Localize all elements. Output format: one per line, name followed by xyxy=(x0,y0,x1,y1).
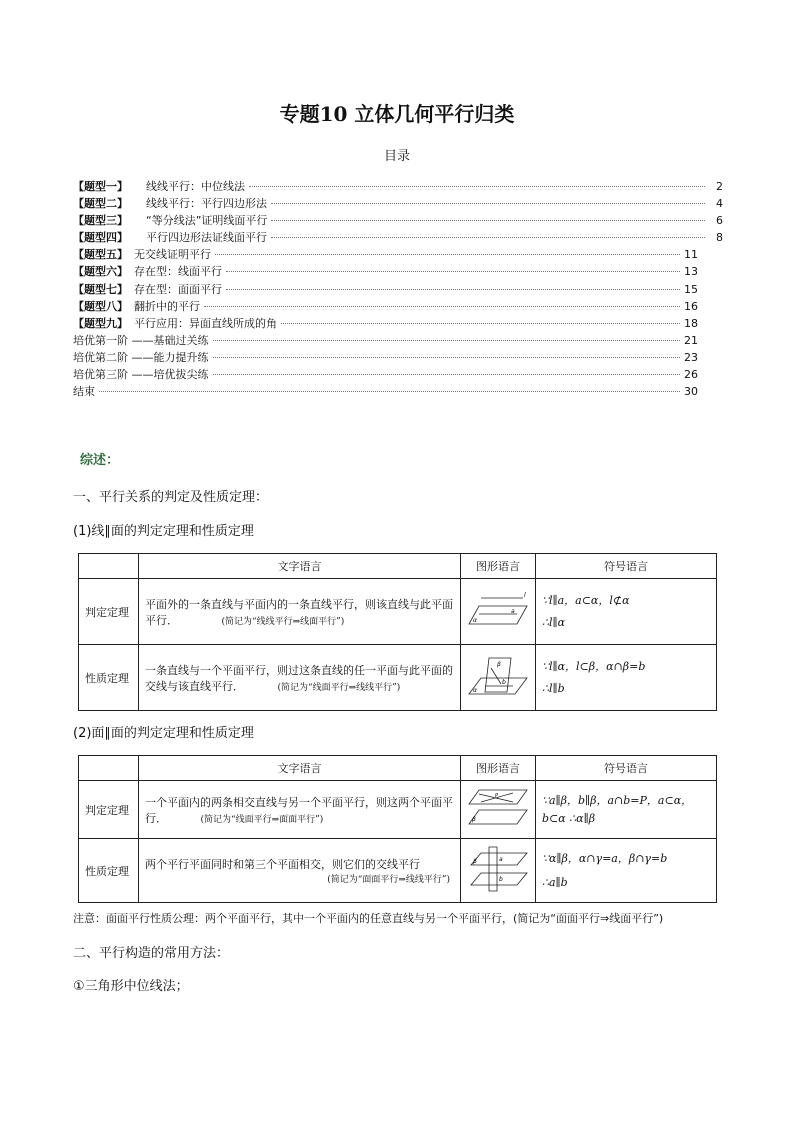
plane-intersection-figure xyxy=(467,654,529,698)
header-symbol-language: 符号语言 xyxy=(536,554,717,579)
toc-entry-page: 21 xyxy=(684,333,698,347)
theorem-figure xyxy=(461,839,536,903)
theorem-statement: 一个平面内的两条相交直线与另一个平面平行，则这两个平面平行． xyxy=(145,795,453,825)
symbol-condition: ∵l∥α，l⊂β，α∩β=b xyxy=(542,659,646,673)
toc-entry-title: 平行应用：异面直线所成的角 xyxy=(134,316,277,330)
fig-label-alpha: α xyxy=(473,687,477,694)
toc-leader-dots xyxy=(271,237,705,238)
toc-entry-page: 8 xyxy=(716,231,723,245)
symbol-condition: ∵a∥β，b∥β，a∩b=P，a⊂α， xyxy=(542,793,693,807)
toc-entry-title: 培优第三阶 ——培优拔尖练 xyxy=(73,368,209,382)
theorem-note: (简记为“面面平行⇒线线平行”) xyxy=(327,875,450,885)
toc-entry-title: 翻折中的平行 xyxy=(134,299,200,313)
toc-leader-dots xyxy=(213,374,681,375)
theorem-statement: 平面外的一条直线与平面内的一条直线平行，则该直线与此平面平行． xyxy=(145,597,453,627)
theorem-text xyxy=(139,839,461,903)
theorem-statement: 两个平行平面同时和第三个平面相交，则它们的交线平行 xyxy=(145,858,420,871)
toc-leader-dots xyxy=(271,203,705,204)
header-figure-language: 图形语言 xyxy=(461,554,536,579)
parallel-planes-figure xyxy=(467,788,529,828)
section-2-heading: 二、平行构造的常用方法： xyxy=(73,946,230,961)
fig-label-beta: β xyxy=(473,858,477,865)
theorem-note: (简记为“线面平行⇒线线平行”) xyxy=(277,682,401,693)
toc-entry-page: 4 xyxy=(716,197,723,211)
toc-entry[interactable] xyxy=(73,298,698,315)
toc-entry[interactable] xyxy=(73,332,698,349)
theorem-figure xyxy=(461,781,536,839)
subsection-2-heading: (2)面∥面的判定定理和性质定理 xyxy=(73,726,254,741)
symbol-conclusion: ∴a∥b xyxy=(542,875,568,889)
line-parallel-plane-figure xyxy=(467,590,529,630)
symbol-conclusion: b⊂α ∴α∥β xyxy=(542,811,596,825)
header-empty xyxy=(79,554,139,579)
toc-entry[interactable] xyxy=(73,229,723,246)
toc-entry-tag: 【题型二】 xyxy=(73,197,128,211)
fig-label-alpha: α xyxy=(473,617,477,624)
toc-leader-dots xyxy=(226,289,680,290)
toc-entry-title: 存在型：线面平行 xyxy=(134,265,222,279)
toc-heading: 目录 xyxy=(383,149,410,164)
toc-entry-page: 15 xyxy=(684,282,698,296)
toc-entry[interactable] xyxy=(73,383,698,400)
toc-entry-title: 结束 xyxy=(73,385,95,399)
toc-entry[interactable] xyxy=(73,349,698,366)
theorem-figure xyxy=(461,645,536,711)
toc-entry[interactable] xyxy=(73,366,698,383)
header-text-language: 文字语言 xyxy=(139,554,461,579)
toc-entry-tag: 【题型五】 xyxy=(73,248,128,262)
fig-label-b: b xyxy=(499,876,503,883)
three-planes-figure xyxy=(467,845,529,893)
theorem-text xyxy=(139,579,461,645)
theorem-symbols xyxy=(536,781,717,839)
toc-entry-page: 13 xyxy=(684,265,698,279)
theorem-symbols xyxy=(536,579,717,645)
toc-entry-tag: 【题型七】 xyxy=(73,282,128,296)
toc-entry-title: 平行四边形法证线面平行 xyxy=(146,231,267,245)
row-label: 判定定理 xyxy=(79,579,139,645)
fig-label-l: l xyxy=(524,592,526,599)
table-row xyxy=(79,579,717,645)
toc-leader-dots xyxy=(213,340,681,341)
fig-label-beta: β xyxy=(497,661,501,668)
toc-entry-page: 2 xyxy=(716,180,723,193)
toc-entry-page: 26 xyxy=(684,368,698,382)
symbol-condition: ∵l∥a，a⊂α，l⊄α xyxy=(542,593,630,607)
fig-label-a: a xyxy=(499,856,503,863)
toc-leader-dots xyxy=(99,391,680,392)
table-header-row xyxy=(79,554,717,579)
theorem-text xyxy=(139,645,461,711)
line-plane-theorem-table xyxy=(78,553,717,711)
section-1-heading: 一、平行关系的判定及性质定理： xyxy=(73,490,269,505)
header-text-language: 文字语言 xyxy=(139,756,461,781)
header-figure-language: 图形语言 xyxy=(461,756,536,781)
table-of-contents xyxy=(73,178,723,400)
header-empty xyxy=(79,756,139,781)
fig-label-P: P xyxy=(495,793,499,799)
symbol-condition: ∵α∥β，α∩γ=a，β∩γ=b xyxy=(542,851,668,865)
table-row xyxy=(79,645,717,711)
theorem-note: (简记为“线线平行⇒线面平行”) xyxy=(221,616,345,627)
row-label: 判定定理 xyxy=(79,781,139,839)
row-label: 性质定理 xyxy=(79,839,139,903)
toc-entry[interactable] xyxy=(73,195,723,212)
plane-plane-theorem-table xyxy=(78,755,717,903)
toc-entry-title: “等分线法”证明线面平行 xyxy=(146,214,268,228)
method-1: ①三角形中位线法； xyxy=(73,979,189,994)
theorem-statement: 一条直线与一个平面平行，则过这条直线的任一平面与此平面的交线与该直线平行． xyxy=(145,663,453,693)
page-title: 专题10 立体几何平行归类 xyxy=(279,102,515,126)
header-symbol-language: 符号语言 xyxy=(536,756,717,781)
toc-entry-title: 培优第二阶 ——能力提升练 xyxy=(73,350,209,364)
table-row xyxy=(79,781,717,839)
toc-entry-page: 11 xyxy=(684,248,698,262)
toc-entry-page: 23 xyxy=(684,350,698,364)
toc-entry[interactable] xyxy=(73,315,698,332)
toc-leader-dots xyxy=(204,306,680,307)
table-row xyxy=(79,839,717,903)
attention-note: 注意：面面平行性质公理：两个平面平行，其中一个平面内的任意直线与另一个平面平行，(简记为“面面平行⇒线面平行”) xyxy=(73,912,664,925)
theorem-text xyxy=(139,781,461,839)
toc-entry-tag: 【题型六】 xyxy=(73,265,128,279)
toc-leader-dots xyxy=(226,271,680,272)
theorem-figure xyxy=(461,579,536,645)
toc-entry-tag: 【题型三】 xyxy=(73,214,128,228)
toc-leader-dots xyxy=(249,186,705,187)
fig-label-b: b xyxy=(502,679,506,686)
toc-entry[interactable] xyxy=(73,263,698,280)
toc-entry-page: 16 xyxy=(684,299,698,313)
symbol-conclusion: ∴l∥α xyxy=(542,615,566,629)
toc-entry-title: 线线平行：中位线法 xyxy=(146,180,245,193)
toc-entry-page: 30 xyxy=(684,385,698,399)
fig-label-beta: β xyxy=(472,816,476,823)
toc-entry-title: 线线平行：平行四边形法 xyxy=(146,197,267,211)
toc-entry-page: 6 xyxy=(716,214,723,228)
row-label: 性质定理 xyxy=(79,645,139,711)
toc-leader-dots xyxy=(215,254,680,255)
theorem-symbols xyxy=(536,645,717,711)
toc-entry-tag: 【题型一】 xyxy=(73,180,128,193)
toc-entry[interactable] xyxy=(73,212,723,229)
toc-entry-title: 存在型：面面平行 xyxy=(134,282,222,296)
toc-entry-tag: 【题型四】 xyxy=(73,231,128,245)
toc-entry-tag: 【题型九】 xyxy=(73,316,128,330)
toc-entry[interactable] xyxy=(73,178,723,195)
subsection-1-heading: (1)线∥面的判定定理和性质定理 xyxy=(73,524,254,539)
symbol-conclusion: ∴l∥b xyxy=(542,681,565,695)
theorem-note: (简记为“线面平行⇒面面平行”) xyxy=(200,814,324,825)
summary-heading: 综述： xyxy=(80,453,120,468)
table-header-row xyxy=(79,756,717,781)
toc-entry-title: 培优第一阶 ——基础过关练 xyxy=(73,333,209,347)
toc-leader-dots xyxy=(213,357,681,358)
toc-entry-tag: 【题型八】 xyxy=(73,299,128,313)
toc-leader-dots xyxy=(281,323,680,324)
toc-entry[interactable] xyxy=(73,281,698,298)
toc-entry-title: 无交线证明平行 xyxy=(134,248,211,262)
theorem-symbols xyxy=(536,839,717,903)
toc-entry[interactable] xyxy=(73,246,698,263)
toc-entry-page: 18 xyxy=(684,316,698,330)
fig-label-a: a xyxy=(511,608,515,615)
toc-leader-dots xyxy=(271,220,705,221)
